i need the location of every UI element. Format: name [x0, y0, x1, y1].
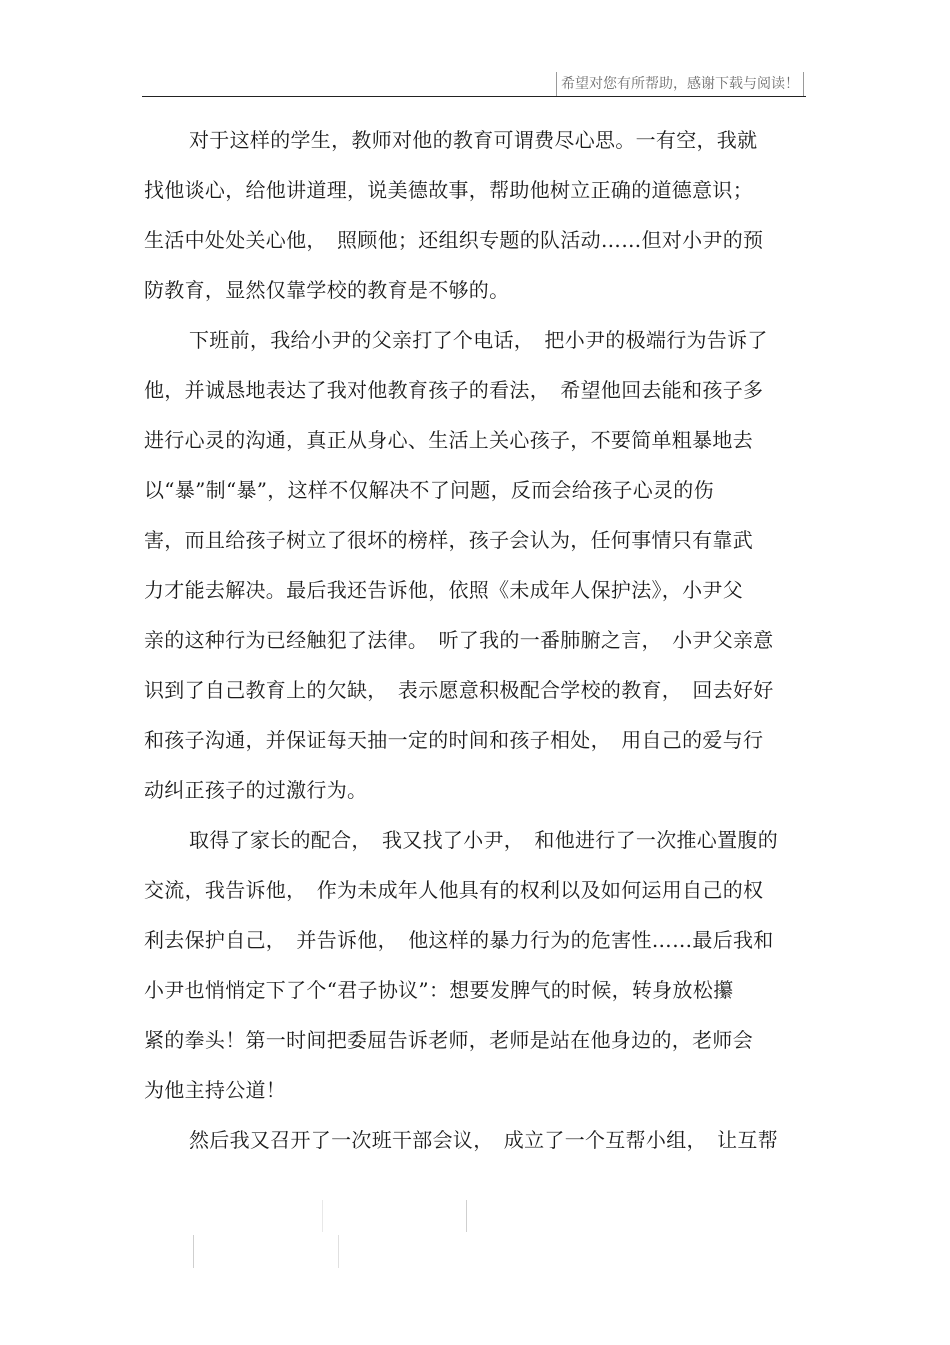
paragraph-line: 紧的拳头！第一时间把委屈告诉老师，老师是站在他身边的，老师会 — [144, 1028, 753, 1052]
paragraph-line: 识到了自己教育上的欠缺， 表示愿意积极配合学校的教育， 回去好好 — [144, 678, 774, 702]
paragraph-line: 和孩子沟通，并保证每天抽一定的时间和孩子相处， 用自己的爱与行 — [144, 728, 764, 752]
paragraph-line: 下班前，我给小尹的父亲打了个电话， 把小尹的极端行为告诉了 — [189, 328, 768, 352]
paragraph-line: 防教育，显然仅靠学校的教育是不够的。 — [144, 278, 510, 302]
paragraph-line: 以“暴”制“暴”，这样不仅解决不了问题，反而会给孩子心灵的伤 — [144, 478, 714, 502]
paragraph-line: 找他谈心，给他讲道理，说美德故事，帮助他树立正确的道德意识； — [144, 178, 753, 202]
paragraph-line: 取得了家长的配合， 我又找了小尹， 和他进行了一次推心置腹的 — [189, 828, 778, 852]
paragraph-line: 然后我又召开了一次班干部会议， 成立了一个互帮小组， 让互帮 — [189, 1128, 778, 1152]
paragraph-line: 对于这样的学生，教师对他的教育可谓费尽心思。一有空，我就 — [189, 128, 758, 152]
paragraph-line: 力才能去解决。最后我还告诉他，依照《未成年人保护法》，小尹父 — [144, 578, 743, 602]
paragraph-line: 进行心灵的沟通，真正从身心、生活上关心孩子，不要简单粗暴地去 — [144, 428, 753, 452]
paragraph-line: 动纠正孩子的过激行为。 — [144, 778, 368, 802]
scan-line-artifact — [466, 1200, 467, 1232]
scan-line-artifact — [338, 1235, 339, 1268]
paragraph-line: 害，而且给孩子树立了很坏的榜样，孩子会认为，任何事情只有靠武 — [144, 528, 753, 552]
paragraph-line: 交流，我告诉他， 作为未成年人他具有的权利以及如何运用自己的权 — [144, 878, 764, 902]
scan-line-artifact — [193, 1235, 194, 1268]
scan-line-artifact — [322, 1200, 323, 1232]
header-note: 希望对您有所帮助，感谢下载与阅读！ — [556, 72, 804, 96]
paragraph-line: 他，并诚恳地表达了我对他教育孩子的看法， 希望他回去能和孩子多 — [144, 378, 764, 402]
paragraph-line: 亲的这种行为已经触犯了法律。 听了我的一番肺腑之言， 小尹父亲意 — [144, 628, 774, 652]
paragraph-line: 小尹也悄悄定下了个“君子协议”：想要发脾气的时候，转身放松攥 — [144, 978, 734, 1002]
paragraph-line: 生活中处处关心他， 照顾他；还组织专题的队活动……但对小尹的预 — [144, 228, 764, 252]
header-divider — [142, 96, 806, 97]
paragraph-line: 为他主持公道！ — [144, 1078, 287, 1102]
paragraph-line: 利去保护自己， 并告诉他， 他这样的暴力行为的危害性……最后我和 — [144, 928, 774, 952]
